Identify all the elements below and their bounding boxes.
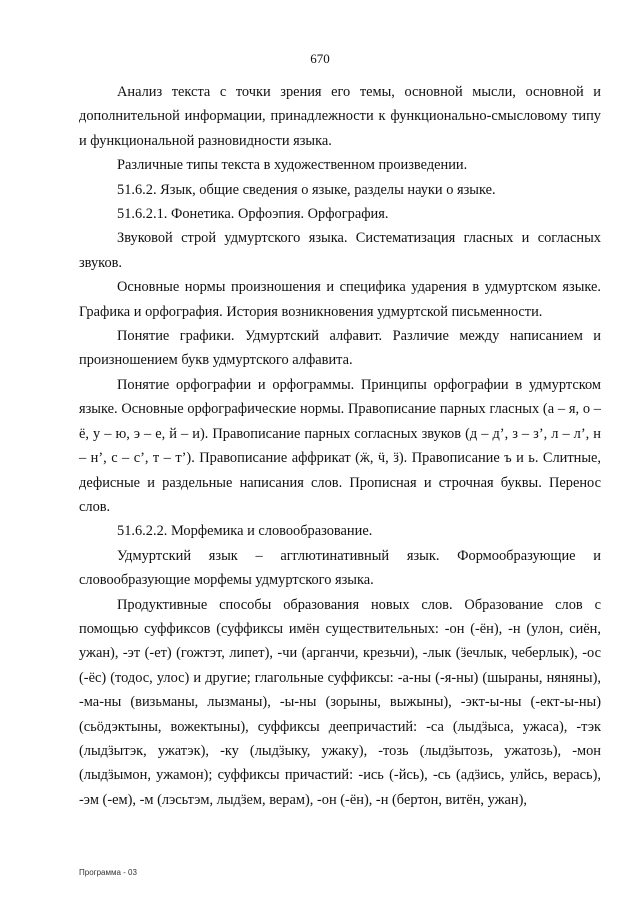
paragraph-text-types: Различные типы текста в художественном произведении. — [117, 157, 468, 174]
paragraph-word-formation: Продуктивные способы образования новых слов. Образование слов с помощью суффиксов (суффиксы имён существительных: -он (-ён), -н (улон, сиён, ужан), -эт (-ет) (гожтэт, липет), -чи (арганчи, крезьчи), -лык (ӟечлык, чеберлык), -ос (-ёс) (тодос, улос) и другие; глагольные суффиксы: -а-ны (-я-ны) (шыраны, няняны), -ма-ны (визьманы, лызманы), -ы-ны (зорыны, выжыны), -экт-ы-ны (-ект-ы-ны) (сьӧдэктыны, вожектыны), суффиксы деепричастий: -са (лыдӟыса, ужаса), -тэк (лыдӟытэк, ужатэк), -ку (лыдӟыку, ужаку), -тозь (лыдӟытозь, ужатозь), -мон (лыдӟымон, ужамон); суффиксы причастий: -ись (-йсь), -сь (адӟись, улйсь, верась), -эм (-ем), -м (лэсьтэм, лыдӟем, верам), -он (-ён), -н (бертон, витён, ужан), — [79, 596, 601, 808]
section-heading-language: 51.6.2. Язык, общие сведения о языке, разделы науки о языке. — [117, 181, 496, 198]
paragraph-sound-system: Звуковой строй удмуртского языка. Систематизация гласных и согласных звуков. — [79, 230, 601, 271]
section-heading-morphemics: 51.6.2.2. Морфемика и словообразование. — [117, 523, 373, 540]
paragraph-text-analysis: Анализ текста с точки зрения его темы, основной мысли, основной и дополнительной информации, принадлежности к функционально-смысловому типу и функциональной разновидности языка. — [79, 84, 601, 149]
document-body — [79, 80, 601, 812]
paragraph-orthography: Понятие орфографии и орфограммы. Принципы орфографии в удмуртском языке. Основные орфографические нормы. Правописание парных гласных (а – я, о – ё, у – ю, э – е, й – и). Правописание парных согласных звуков (д – д’, з – з’, л – л’, н – н’, с – с’, т – т’). Правописание аффрикат (ӝ, ӵ, ӟ). Правописание ъ и ь. Слитные, дефисные и раздельные написания слов. Прописная и строчная буквы. Перенос слов. — [79, 376, 601, 515]
paragraph-pronunciation-norms: Основные нормы произношения и специфика ударения в удмуртском языке. Графика и орфография. История возникновения удмуртской письменности. — [79, 279, 601, 320]
page-footer: Программа - 03 — [79, 868, 137, 877]
paragraph-graphics: Понятие графики. Удмуртский алфавит. Различие между написанием и произношением букв удмуртского алфавита. — [79, 328, 601, 369]
section-heading-phonetics: 51.6.2.1. Фонетика. Орфоэпия. Орфография. — [117, 206, 389, 223]
paragraph-agglutinative: Удмуртский язык – агглютинативный язык. Формообразующие и словообразующие морфемы удмуртского языка. — [79, 547, 601, 589]
page-number: 670 — [310, 51, 330, 66]
